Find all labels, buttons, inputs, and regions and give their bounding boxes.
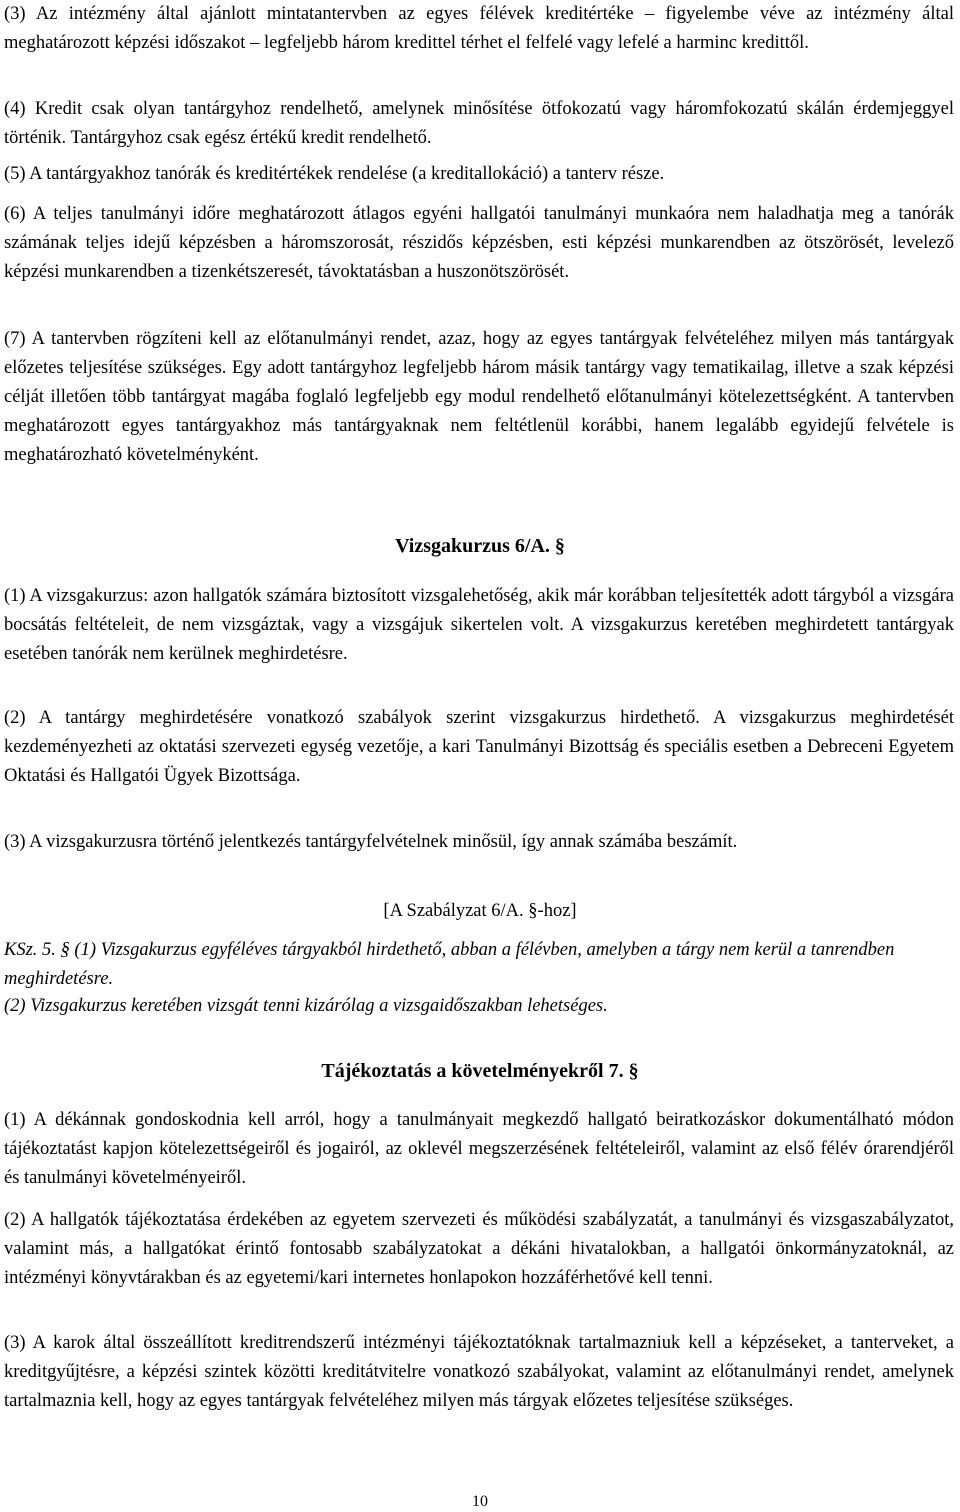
page-number: 10	[472, 1493, 488, 1510]
paragraph-7-prerequisites: (7) A tantervben rögzíteni kell az előtanulmányi rendet, azaz, hogy az egyes tantárgyak felvételéhez milyen más tantárgyak előzetes teljesítése szükséges. Egy adott tantárgyhoz legfeljebb három másik tantárgy vagy tematikailag, illetve a szak képzési célját illetően több tantárgyat magába foglaló legfeljebb egy modul rendelhető előtanulmányi kötelezettségként. A tantervben meghatározott egyes tantárgyakhoz más tantárgyaknak nem feltétlenül korábbi, hanem legalább egyidejű felvétele is meghatározható követelményként.	[4, 329, 954, 465]
paragraph-tajekoztatas-2: (2) A hallgatók tájékoztatása érdekében az egyetem szervezeti és működési szabályzatát, a tanulmányi és vizsgaszabályzatot, valamint más, a hallgatókat érintő fontosabb szabályzatokat a dékáni hivatalokban, a hallgatói önkormányzatoknál, az intézményi könyvtárakban és az egyetemi/kari internetes honlapokon hozzáférhetővé kell tenni.	[4, 1210, 954, 1288]
section-heading-vizsgakurzus: Vizsgakurzus 6/A. §	[395, 535, 565, 557]
section-heading-tajekoztatas: Tájékoztatás a követelményekről 7. §	[321, 1060, 639, 1082]
paragraph-6-workload: (6) A teljes tanulmányi időre meghatározott átlagos egyéni hallgatói tanulmányi munkaóra nem haladhatja meg a tanórák számának teljes idejű képzésben a háromszorosát, részidős képzésben, esti képzési munkarendben az ötszörösét, levelező képzési munkarendben a tizenkétszeresét, távoktatásban a huszonötszörösét.	[4, 204, 954, 282]
paragraph-vizsgakurzus-2: (2) A tantárgy meghirdetésére vonatkozó szabályok szerint vizsgakurzus hirdethető. A vizsgakurzus meghirdetését kezdeményezheti az oktatási szervezeti egység vezetője, a kari Tanulmányi Bizottság és speciális esetben a Debreceni Egyetem Oktatási és Hallgatói Ügyek Bizottsága.	[4, 708, 954, 786]
paragraph-vizsgakurzus-3: (3) A vizsgakurzusra történő jelentkezés tantárgyfelvételnek minősül, így annak számába beszámít.	[4, 832, 738, 852]
paragraph-3-credit-value: (3) Az intézmény által ajánlott mintatantervben az egyes félévek kreditértéke – figyelembe véve az intézmény által meghatározott képzési időszakot – legfeljebb három kredittel térhet el felfelé vagy lefelé a harminc kredittől.	[4, 4, 954, 53]
paragraph-vizsgakurzus-1: (1) A vizsgakurzus: azon hallgatók számára biztosított vizsgalehetőség, akik már korábban teljesítették adott tárgyból a vizsgára bocsátás feltételeit, de nem vizsgáztak, vagy a vizsgájuk sikertelen volt. A vizsgakurzus keretében meghirdetett tantárgyak esetében tanórák nem kerülnek meghirdetésre.	[4, 586, 954, 664]
paragraph-tajekoztatas-3: (3) A karok által összeállított kreditrendszerű intézményi tájékoztatóknak tartalmazniuk kell a képzéseket, a tanterveket, a kreditgyűjtésre, a képzési szintek közötti kreditátvitelre vonatkozó szabályokat, valamint az előtanulmányi rendet, amelynek tartalmaznia kell, hogy az egyes tantárgyak felvételéhez milyen más tárgyak előzetes teljesítése szükséges.	[4, 1333, 954, 1411]
paragraph-5-credit-allocation: (5) A tantárgyakhoz tanórák és kreditértékek rendelése (a kreditallokáció) a tanterv része.	[4, 164, 665, 184]
paragraph-tajekoztatas-1: (1) A dékánnak gondoskodnia kell arról, hogy a tanulmányait megkezdő hallgató beiratkozáskor dokumentálható módon tájékoztatást kapjon kötelezettségeiről és jogairól, az oklevél megszerzésének feltételeiről, valamint az első félév órarendjéről és tanulmányi követelményeiről.	[4, 1110, 954, 1188]
regulation-reference: [A Szabályzat 6/A. §-hoz]	[383, 901, 577, 921]
ksz-note-1: KSz. 5. § (1) Vizsgakurzus egyféléves tárgyakból hirdethető, abban a félévben, amelyben a tárgy nem kerül a tanrendben meghirdetésre.	[4, 940, 895, 989]
ksz-note-2: (2) Vizsgakurzus keretében vizsgát tenni kizárólag a vizsgaidőszakban lehetséges.	[4, 996, 608, 1016]
paragraph-4-credit-assignment: (4) Kredit csak olyan tantárgyhoz rendelhető, amelynek minősítése ötfokozatú vagy háromfokozatú skálán érdemjeggyel történik. Tantárgyhoz csak egész értékű kredit rendelhető.	[4, 99, 954, 148]
